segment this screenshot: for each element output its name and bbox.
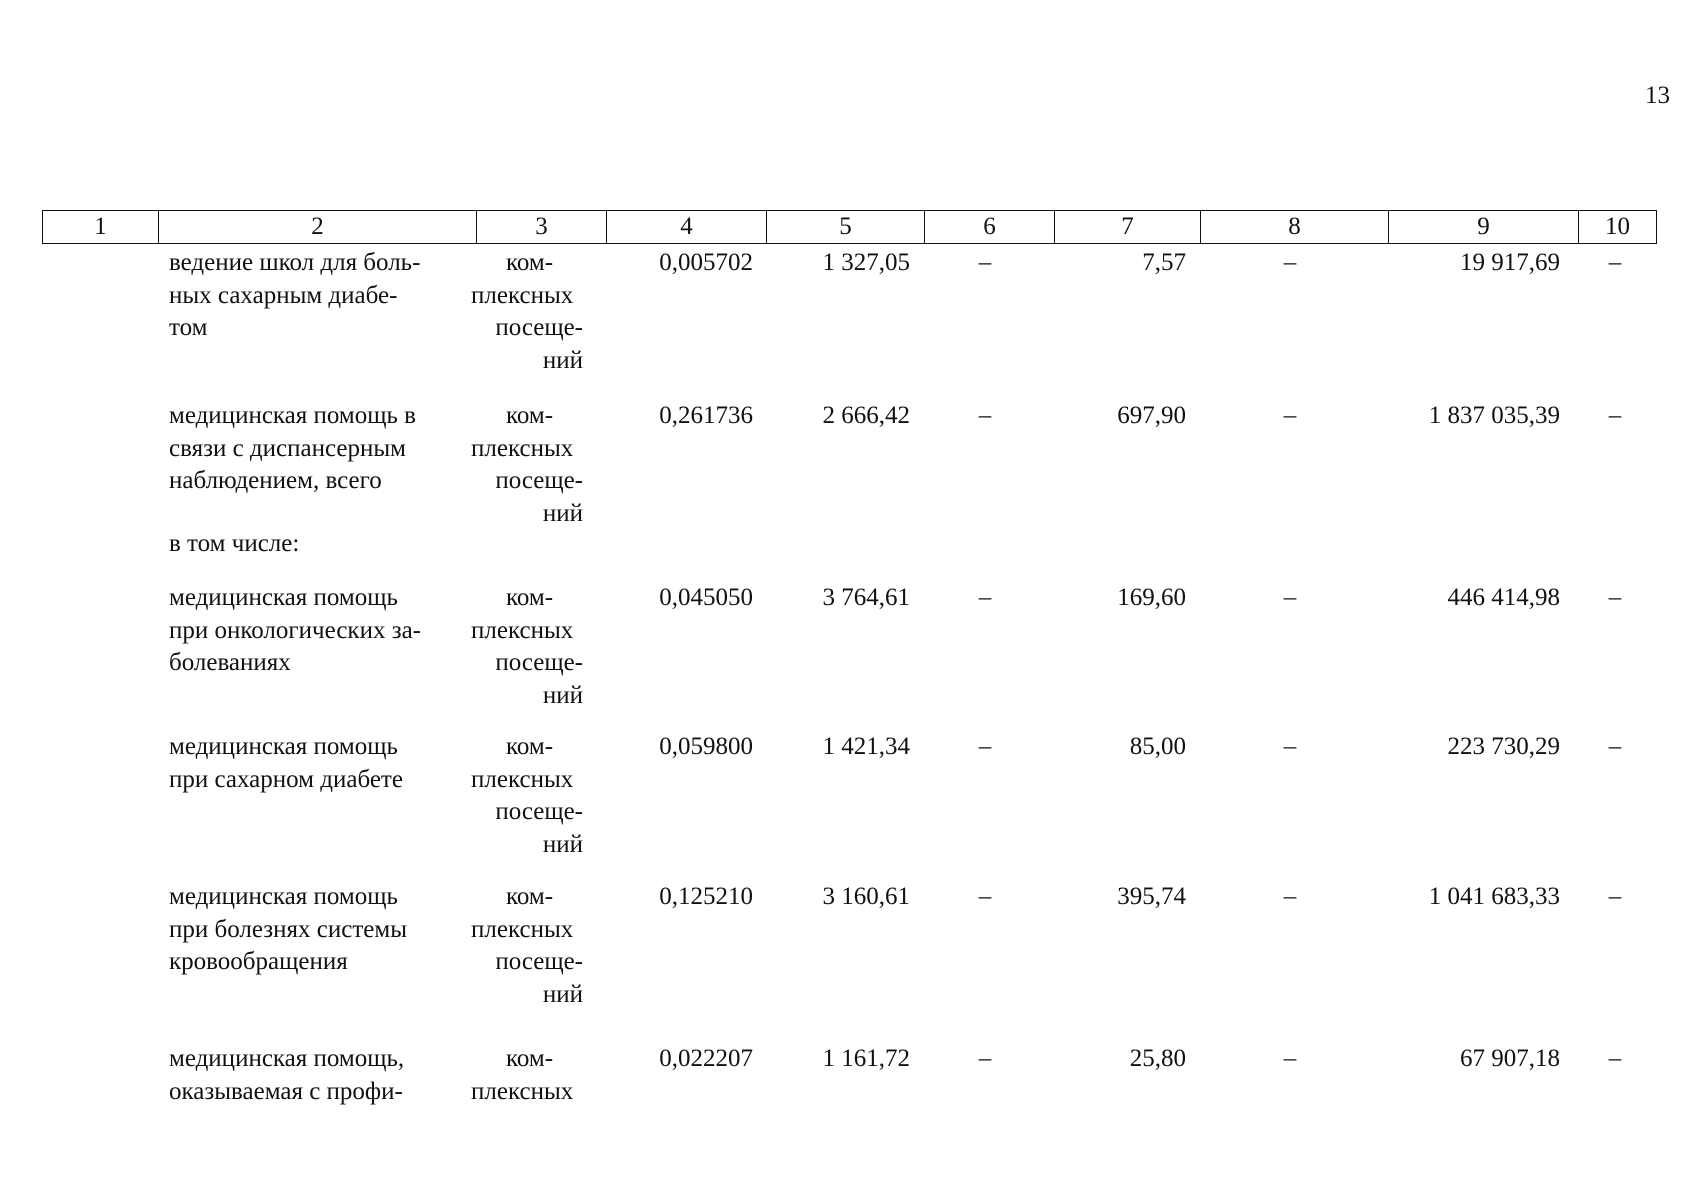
cell-col5: 1 421,34	[822, 733, 910, 760]
column-number: 4	[607, 211, 767, 244]
cell-col5: 3 160,61	[822, 883, 910, 910]
cell-col6: –	[978, 584, 992, 611]
cell-col6: –	[978, 733, 992, 760]
cell-col10: –	[1608, 249, 1622, 276]
column-number: 2	[159, 211, 477, 244]
column-number: 8	[1201, 211, 1389, 244]
cell-col6: –	[978, 402, 992, 429]
cell-col7: 697,90	[1117, 402, 1186, 429]
row-label: медицинская помощь при болезнях системы кровообращения	[169, 883, 407, 975]
unit-cell: ком- плексных посеще- ний	[471, 584, 583, 709]
column-number: 1	[43, 211, 159, 244]
cell-col5: 3 764,61	[822, 584, 910, 611]
column-number: 9	[1389, 211, 1579, 244]
cell-col8: –	[1283, 402, 1297, 429]
cell-col8: –	[1283, 249, 1297, 276]
cell-col4: 0,059800	[659, 733, 753, 760]
cell-col8: –	[1283, 733, 1297, 760]
column-number-header	[42, 210, 1657, 244]
subheading: в том числе:	[169, 530, 300, 557]
cell-col4: 0,005702	[659, 249, 753, 276]
cell-col9: 67 907,18	[1460, 1045, 1560, 1072]
cell-col5: 1 327,05	[822, 249, 910, 276]
cell-col8: –	[1283, 584, 1297, 611]
column-number: 5	[767, 211, 925, 244]
cell-col9: 1 041 683,33	[1428, 883, 1560, 910]
row-label: медицинская помощь при сахарном диабете	[169, 733, 403, 793]
cell-col10: –	[1608, 402, 1622, 429]
column-number: 3	[477, 211, 607, 244]
cell-col10: –	[1608, 584, 1622, 611]
cell-col9: 223 730,29	[1447, 733, 1560, 760]
row-label: медицинская помощь, оказываемая с профи-	[169, 1045, 405, 1105]
column-number: 10	[1579, 211, 1657, 244]
column-number: 7	[1055, 211, 1201, 244]
cell-col6: –	[978, 883, 992, 910]
page-number: 13	[1645, 82, 1670, 109]
cell-col6: –	[978, 1045, 992, 1072]
cell-col9: 1 837 035,39	[1428, 402, 1560, 429]
unit-cell: ком- плексных посеще- ний	[471, 883, 583, 1008]
cell-col4: 0,125210	[659, 883, 753, 910]
cell-col7: 25,80	[1129, 1045, 1186, 1072]
unit-cell: ком- плексных посеще- ний	[471, 402, 583, 527]
unit-cell: ком- плексных посеще- ний	[471, 249, 583, 374]
cell-col5: 2 666,42	[822, 402, 910, 429]
unit-cell: ком- плексных посеще- ний	[471, 733, 583, 858]
cell-col4: 0,261736	[659, 402, 753, 429]
cell-col4: 0,022207	[659, 1045, 753, 1072]
cell-col7: 7,57	[1142, 249, 1186, 276]
column-number: 6	[925, 211, 1055, 244]
cell-col8: –	[1283, 1045, 1297, 1072]
cell-col5: 1 161,72	[822, 1045, 910, 1072]
cell-col7: 169,60	[1117, 584, 1186, 611]
cell-col6: –	[978, 249, 992, 276]
row-label: медицинская помощь при онкологических за- болеваниях	[169, 584, 422, 676]
cell-col10: –	[1608, 1045, 1622, 1072]
row-label: медицинская помощь в связи с диспансерным наблюдением, всего	[169, 402, 416, 494]
cell-col7: 395,74	[1117, 883, 1186, 910]
cell-col8: –	[1283, 883, 1297, 910]
cell-col9: 446 414,98	[1447, 584, 1560, 611]
cell-col9: 19 917,69	[1460, 249, 1560, 276]
row-label: ведение школ для боль- ных сахарным диабе- том	[169, 249, 421, 341]
cell-col4: 0,045050	[659, 584, 753, 611]
cell-col10: –	[1608, 883, 1622, 910]
unit-cell: ком- плексных	[471, 1045, 574, 1105]
cell-col10: –	[1608, 733, 1622, 760]
cell-col7: 85,00	[1129, 733, 1186, 760]
